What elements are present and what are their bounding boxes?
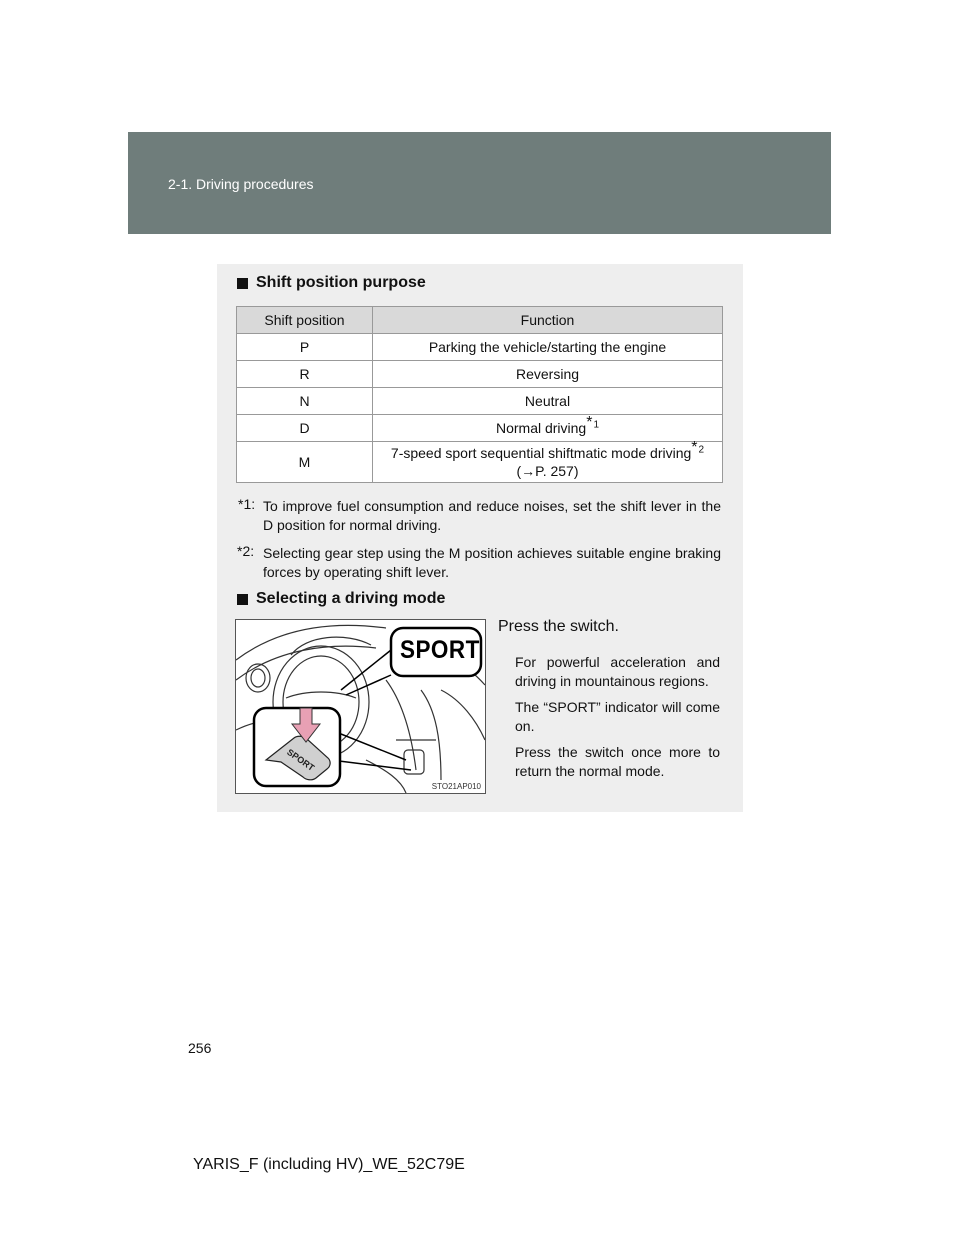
table-row bbox=[237, 334, 723, 361]
footnote-ref: 1 bbox=[593, 419, 600, 431]
page-number: 256 bbox=[188, 1040, 212, 1056]
footnote-marker-text: *1: bbox=[238, 496, 256, 512]
driving-mode-heading-text: Selecting a driving mode bbox=[256, 590, 446, 607]
document-footer: YARIS_F (including HV)_WE_52C79E bbox=[193, 1156, 465, 1173]
footnote-marker bbox=[237, 495, 255, 514]
shift-position-table bbox=[236, 306, 723, 483]
sport-switch-illustration bbox=[235, 619, 486, 794]
instruction-text: Press the switch. bbox=[498, 618, 619, 635]
square-bullet-icon bbox=[237, 278, 248, 289]
footnote-ref: 2 bbox=[698, 444, 705, 456]
footnote-marker bbox=[237, 542, 254, 561]
shift-position-cell: P bbox=[237, 334, 373, 361]
figure-code: STO21AP010 bbox=[431, 782, 481, 791]
footnote-star: * bbox=[691, 439, 698, 457]
function-cell: Reversing bbox=[373, 361, 723, 388]
function-text: Normal driving bbox=[495, 420, 587, 436]
function-cell bbox=[373, 439, 723, 483]
table-row bbox=[237, 388, 723, 415]
shift-position-heading-text: Shift position purpose bbox=[256, 274, 426, 291]
table-row bbox=[237, 361, 723, 388]
column-header: Shift position bbox=[237, 307, 373, 334]
function-text: 7-speed sport sequential shiftmatic mode driving bbox=[390, 445, 692, 461]
table-row bbox=[237, 442, 723, 483]
column-header: Function bbox=[373, 307, 723, 334]
section-header bbox=[128, 132, 831, 234]
driving-mode-description bbox=[498, 618, 720, 788]
table-row bbox=[237, 415, 723, 442]
table-header-row bbox=[237, 307, 723, 334]
function-cell: Neutral bbox=[373, 388, 723, 415]
detail-text: The “SPORT” indicator will come on. bbox=[515, 699, 720, 734]
callout-sport-label: SPORT bbox=[400, 636, 480, 664]
shift-position-cell: D bbox=[237, 415, 373, 442]
shift-position-cell: M bbox=[237, 442, 373, 483]
shift-position-cell: R bbox=[237, 361, 373, 388]
footnote-text: To improve fuel consumption and reduce noises, set the shift lever in the D position for normal driving. bbox=[263, 498, 721, 533]
driving-mode-heading bbox=[237, 590, 445, 608]
footnote-1 bbox=[237, 497, 721, 535]
page-reference: (→P. 257) bbox=[516, 463, 579, 479]
content-panel bbox=[217, 264, 743, 812]
section-title: 2-1. Driving procedures bbox=[168, 176, 314, 192]
shift-position-heading bbox=[237, 274, 426, 292]
button-sport-label: SPORT bbox=[285, 746, 317, 773]
square-bullet-icon bbox=[237, 594, 248, 605]
function-cell: Parking the vehicle/starting the engine bbox=[373, 334, 723, 361]
footnote-2 bbox=[237, 544, 721, 582]
footnote-star: * bbox=[586, 414, 593, 432]
function-cell bbox=[373, 415, 723, 442]
footnote-text: Selecting gear step using the M position achieves suitable engine braking forces by operating shift lever. bbox=[263, 545, 721, 580]
detail-text: For powerful acceleration and driving in mountainous regions. bbox=[515, 654, 720, 689]
shift-position-cell: N bbox=[237, 388, 373, 415]
footnote-marker-text: *2: bbox=[237, 543, 255, 559]
detail-text: Press the switch once more to return the normal mode. bbox=[515, 744, 720, 779]
